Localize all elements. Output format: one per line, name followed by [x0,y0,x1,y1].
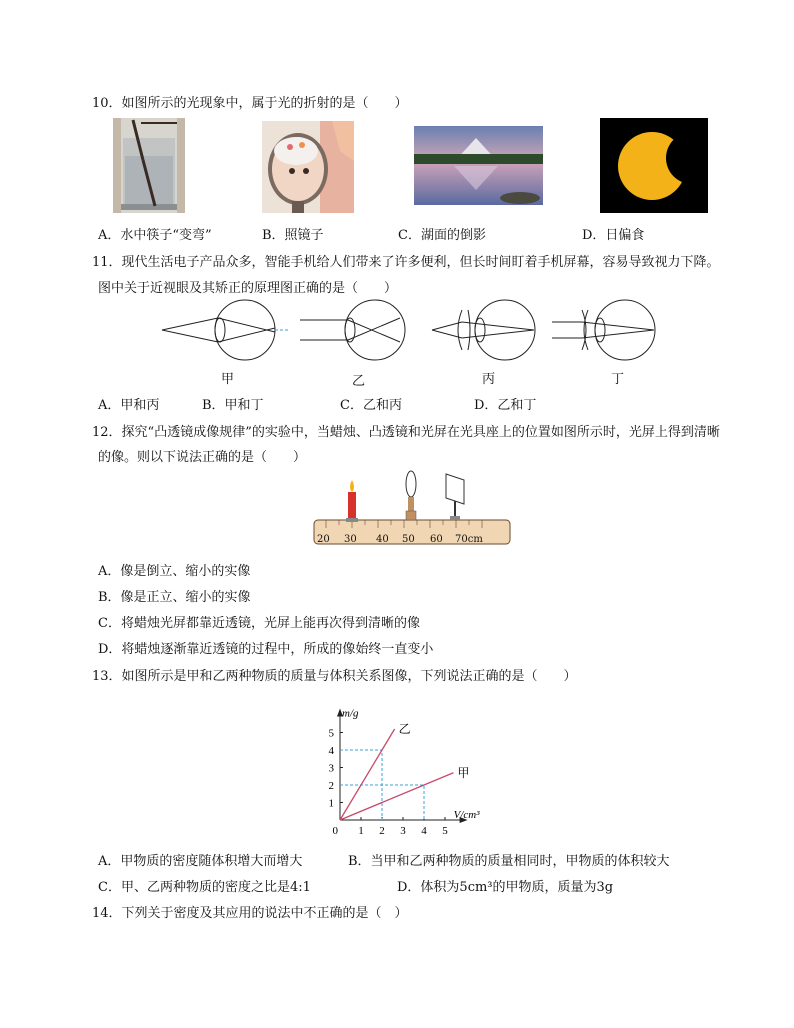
x-tick-label: 1 [358,825,364,837]
series-line [340,773,453,820]
y-tick-label: 1 [328,797,334,810]
q12-option-d[interactable]: D．将蜡烛逐渐靠近透镜的过程中，所成的像始终一直变小 [98,642,434,657]
y-axis-label: m/g [342,707,359,720]
q12-option-b[interactable]: B．像是正立、缩小的实像 [98,590,251,605]
x-tick-label: 2 [379,825,385,837]
q11-option-b[interactable]: B．甲和丁 [202,398,264,413]
x-axis-label: V/cm³ [453,809,480,821]
ruler-tick-50: 50 [402,534,415,545]
q10-option-c[interactable]: C．湖面的倒影 [398,228,486,243]
y-tick-label: 4 [328,745,334,757]
ruler-tick-70cm: 70cm [455,534,483,545]
q11-stem-line2: 图中关于近视眼及其矫正的原理图正确的是（ ） [98,281,398,296]
ruler-tick-40: 40 [376,534,389,545]
q12-stem-line2: 的像。则以下说法正确的是（ ） [98,450,307,465]
lake-reflection-image [414,126,543,205]
series-line [340,729,395,820]
series-label: 乙 [398,722,411,736]
q10-option-a[interactable]: A．水中筷子“变弯” [98,228,212,243]
q11-option-c[interactable]: C．乙和丙 [340,398,402,413]
y-tick-label: 3 [328,762,334,775]
q13-option-b[interactable]: B．当甲和乙两种物质的质量相同时，甲物质的体积较大 [348,854,670,869]
y-tick-label: 5 [328,727,334,740]
chopsticks-in-water-image [113,118,185,213]
q13-option-a[interactable]: A．甲物质的密度随体积增大而增大 [98,854,303,869]
q12-stem-line1: 12．探究“凸透镜成像规律”的实验中，当蜡烛、凸透镜和光屏在光具座上的位置如图所示时，光屏上得到清晰 [92,425,720,440]
eye-label-bing: 丙 [482,372,496,387]
mirror-image [262,121,354,213]
ruler-tick-20: 20 [317,534,330,545]
q13-option-c[interactable]: C．甲、乙两种物质的密度之比是4:1 [98,880,311,895]
q13-option-d[interactable]: D．体积为5cm³的甲物质，质量为3g [397,880,614,895]
q11-option-a[interactable]: A．甲和丙 [98,398,160,413]
q11-option-d[interactable]: D．乙和丁 [474,398,537,413]
q10-option-d[interactable]: D．日偏食 [582,228,645,243]
series-label: 甲 [457,765,470,780]
q13-stem: 13．如图所示是甲和乙两种物质的质量与体积关系图像，下列说法正确的是（ ） [92,669,577,684]
y-tick-label: 2 [328,780,334,792]
ruler-tick-60: 60 [430,534,443,545]
q12-option-a[interactable]: A．像是倒立、缩小的实像 [98,564,251,579]
eye-label-ding: 丁 [611,372,625,387]
ruler-tick-30: 30 [344,534,357,545]
partial-eclipse-image [600,118,708,213]
mass-volume-chart [310,690,510,842]
eye-label-yi: 乙 [352,374,366,389]
eye-label-jia: 甲 [221,372,235,387]
q10-stem: 10．如图所示的光现象中，属于光的折射的是（ ） [92,96,408,111]
x-tick-label: 3 [400,825,406,837]
q14-stem: 14．下列关于密度及其应用的说法中不正确的是（ ） [92,906,408,921]
q12-option-c[interactable]: C．将蜡烛光屏都靠近透镜，光屏上能再次得到清晰的像 [98,616,420,631]
x-tick-label: 4 [421,825,427,837]
origin-label: 0 [332,825,338,837]
q10-option-b[interactable]: B．照镜子 [262,228,324,243]
q11-stem-line1: 11．现代生活电子产品众多，智能手机给人们带来了许多便利，但长时间盯着手机屏幕，容易导致视力下降。 [92,255,720,270]
eye-diagrams [150,296,670,366]
x-tick-label: 5 [442,825,448,837]
